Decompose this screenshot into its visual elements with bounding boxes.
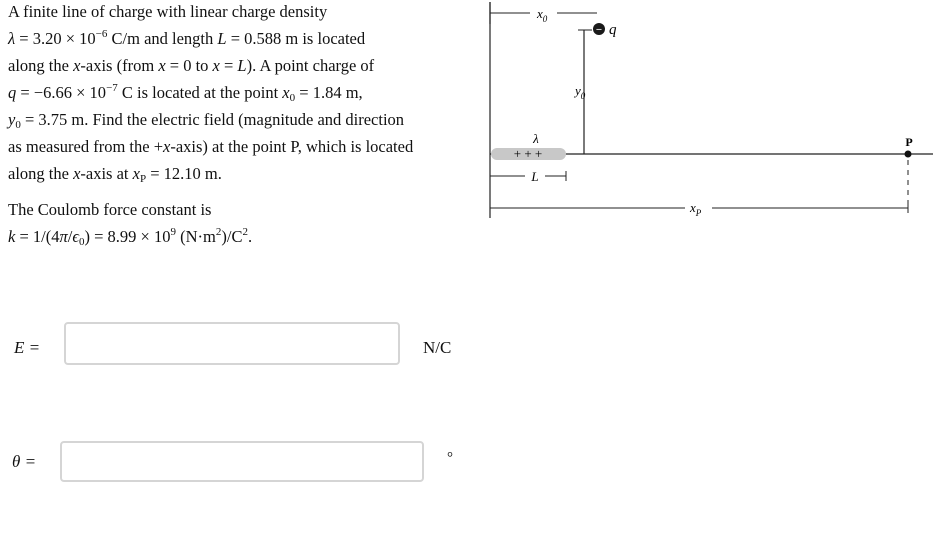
pi-symbol: π bbox=[59, 227, 68, 246]
subscript-0: 0 bbox=[79, 236, 85, 248]
equals-sign: = bbox=[20, 83, 30, 102]
q-exponent: −7 bbox=[106, 82, 118, 94]
length-value: 0.588 m is located bbox=[244, 29, 366, 48]
subscript-0: 0 bbox=[289, 92, 296, 104]
problem-line-5 bbox=[8, 110, 404, 130]
length-symbol: L bbox=[217, 29, 227, 48]
q-label: q bbox=[609, 22, 617, 38]
lambda-exponent: −6 bbox=[95, 28, 108, 40]
x-symbol: x bbox=[163, 137, 171, 156]
e-answer-input[interactable] bbox=[64, 322, 400, 365]
text-and-length: and length bbox=[144, 29, 214, 48]
k-exponent-3: 2 bbox=[242, 226, 248, 238]
equals-sign: = bbox=[19, 29, 29, 48]
equals-sign: = bbox=[150, 164, 160, 183]
L-label: L bbox=[531, 169, 539, 184]
x-symbol: x bbox=[132, 164, 140, 183]
problem-line-3 bbox=[8, 56, 374, 76]
text-point-p: -axis) at the point P, which is located bbox=[170, 137, 414, 156]
x0-label: $x_0$ bbox=[537, 6, 548, 24]
problem-line-6 bbox=[8, 137, 413, 157]
y0-label: $y_0$ bbox=[575, 83, 586, 101]
coulomb-text: The Coulomb force constant is bbox=[8, 200, 212, 219]
k-exponent: 9 bbox=[170, 226, 176, 238]
problem-line-2 bbox=[8, 29, 365, 49]
text-measured-from: as measured from the + bbox=[8, 137, 164, 156]
text-axis-at: -axis at bbox=[80, 164, 129, 183]
problem-line-7 bbox=[8, 164, 222, 184]
xp-label: $x_P$ bbox=[690, 200, 702, 218]
text-axis-from: -axis (from bbox=[80, 56, 155, 75]
problem-line-1 bbox=[8, 2, 327, 22]
x-symbol: x bbox=[73, 164, 81, 183]
x-symbol: x bbox=[73, 56, 81, 75]
theta-answer-input[interactable] bbox=[60, 441, 424, 482]
y0-value: 3.75 m. Find the electric field (magnitude and direction bbox=[38, 110, 405, 129]
y-symbol: y bbox=[8, 110, 16, 129]
subscript-0: 0 bbox=[15, 119, 21, 131]
k-formula-d: )/C bbox=[221, 227, 243, 246]
subscript-p: P bbox=[139, 173, 147, 185]
lambda-label: λ bbox=[533, 131, 539, 146]
equals-sign: = bbox=[230, 29, 241, 48]
length-symbol: L bbox=[237, 56, 247, 75]
text-along: along the bbox=[8, 56, 69, 75]
coulomb-intro bbox=[8, 200, 211, 220]
text-intro: A finite line of charge with linear charge density bbox=[8, 2, 328, 21]
q-value: −6.66 × 10 bbox=[33, 83, 107, 102]
xp-value: 12.10 m. bbox=[163, 164, 222, 183]
x-symbol: x bbox=[158, 56, 166, 75]
period: . bbox=[247, 227, 253, 246]
x-symbol: x bbox=[212, 56, 220, 75]
lambda-symbol: λ bbox=[8, 29, 16, 48]
epsilon-symbol: ϵ bbox=[72, 227, 79, 246]
x-symbol: x bbox=[282, 83, 290, 102]
text-located-at: C is located at the point bbox=[121, 83, 279, 102]
point-p bbox=[905, 151, 912, 158]
coulomb-formula bbox=[8, 227, 252, 247]
text-along: along the bbox=[8, 164, 69, 183]
problem-line-4 bbox=[8, 83, 363, 103]
minus-sign: − bbox=[595, 24, 603, 36]
k-exponent-2: 2 bbox=[215, 226, 222, 238]
text-point-charge: ). A point charge of bbox=[246, 56, 375, 75]
slash: / bbox=[67, 227, 73, 246]
x0-value: 1.84 m, bbox=[312, 83, 363, 102]
k-formula-a: = 1/(4 bbox=[19, 227, 60, 246]
theta-label: θ = bbox=[12, 452, 37, 471]
k-symbol: k bbox=[8, 227, 16, 246]
k-formula-b: ) = 8.99 × 10 bbox=[84, 227, 171, 246]
p-label: P bbox=[905, 135, 913, 149]
equals-sign: = bbox=[223, 56, 234, 75]
charge-diagram bbox=[480, 0, 950, 230]
text-zero-to: = 0 to bbox=[169, 56, 209, 75]
e-unit: N/C bbox=[423, 338, 452, 357]
theta-unit: ° bbox=[447, 450, 453, 466]
k-formula-c: (N·m bbox=[180, 227, 216, 246]
plus-signs: + + + bbox=[513, 146, 543, 161]
equals-sign: = bbox=[299, 83, 309, 102]
q-symbol: q bbox=[8, 83, 17, 102]
lambda-value: 3.20 × 10 bbox=[32, 29, 96, 48]
equals-sign: = bbox=[24, 110, 35, 129]
lambda-unit: C/m bbox=[111, 29, 140, 48]
e-label: E = bbox=[14, 338, 41, 357]
